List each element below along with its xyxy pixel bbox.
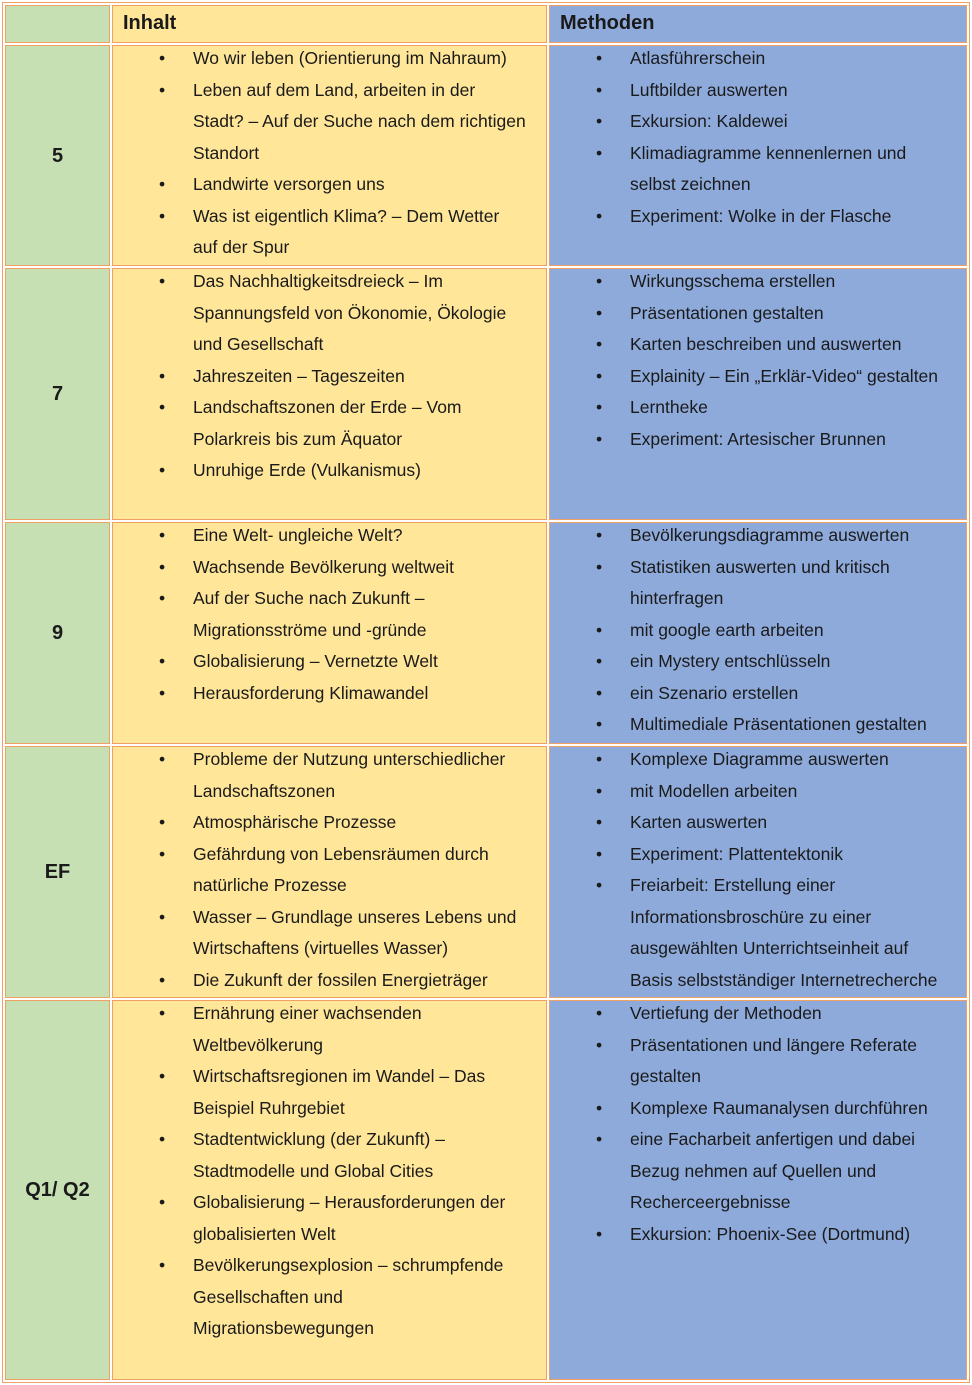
methoden-item: • Explainity – Ein „Erklär-Video“ gestalten [550,361,966,393]
methoden-item: • Atlasführerschein [550,43,966,75]
inhalt-item: • Die Zukunft der fossilen Energieträger [113,965,546,997]
inhalt-item: • Leben auf dem Land, arbeiten in der Stadt? – Auf der Suche nach dem richtigen Standort [113,75,546,170]
inhalt-list [113,998,546,1345]
methoden-item: • Statistiken auswerten und kritisch hinterfragen [550,552,966,615]
methoden-list [550,266,966,455]
inhalt-item: • Landschaftszonen der Erde – Vom Polarkreis bis zum Äquator [113,392,546,455]
methoden-item: • Komplexe Diagramme auswerten [550,744,966,776]
inhalt-item: • Gefährdung von Lebensräumen durch natürliche Prozesse [113,839,546,902]
inhalt-item: • Eine Welt- ungleiche Welt? [113,520,546,552]
inhalt-item: • Atmosphärische Prozesse [113,807,546,839]
methoden-cell-ef [549,746,967,998]
methoden-item: • Bevölkerungsdiagramme auswerten [550,520,966,552]
methoden-list [550,520,966,741]
inhalt-list [113,43,546,264]
methoden-list [550,744,966,996]
grade-cell-7 [5,268,110,520]
methoden-item: • Experiment: Plattentektonik [550,839,966,871]
methoden-item: • ein Szenario erstellen [550,678,966,710]
grade-label: 5 [51,144,64,167]
grade-cell-q1-q2 [5,1000,110,1380]
methoden-item: • Experiment: Artesischer Brunnen [550,424,966,456]
methoden-item: • ein Mystery entschlüsseln [550,646,966,678]
inhalt-list [113,266,546,487]
grade-cell-ef [5,746,110,998]
methoden-item: • Freiarbeit: Erstellung einer Informationsbroschüre zu einer ausgewählten Unterrichtseinheit auf Basis selbstständiger Internetrecherche [550,870,966,996]
inhalt-item: • Jahreszeiten – Tageszeiten [113,361,546,393]
methoden-list [550,43,966,232]
methoden-item: • Lerntheke [550,392,966,424]
inhalt-item: • Globalisierung – Herausforderungen der globalisierten Welt [113,1187,546,1250]
header-methoden-label: Methoden [560,12,655,34]
header-corner-cell [5,5,110,43]
inhalt-cell-ef [112,746,547,998]
inhalt-list [113,520,546,709]
grade-label: EF [44,861,71,883]
inhalt-item: • Auf der Suche nach Zukunft – Migrationsströme und -gründe [113,583,546,646]
methoden-list [550,998,966,1250]
grade-label: Q1/ Q2 [25,1179,90,1201]
grade-label: 9 [51,622,64,644]
methoden-item: • Exkursion: Kaldewei [550,106,966,138]
inhalt-item: • Wo wir leben (Orientierung im Nahraum) [113,43,546,75]
methoden-item: • Karten auswerten [550,807,966,839]
inhalt-item: • Bevölkerungsexplosion – schrumpfende Gesellschaften und Migrationsbewegungen [113,1250,546,1345]
inhalt-cell-5 [112,45,547,266]
methoden-item: • mit google earth arbeiten [550,615,966,647]
inhalt-item: • Globalisierung – Vernetzte Welt [113,646,546,678]
methoden-item: • eine Facharbeit anfertigen und dabei Bezug nehmen auf Quellen und Recherceergebnisse [550,1124,966,1219]
methoden-item: • mit Modellen arbeiten [550,776,966,808]
methoden-item: • Vertiefung der Methoden [550,998,966,1030]
inhalt-item: • Herausforderung Klimawandel [113,678,546,710]
methoden-cell-7 [549,268,967,520]
methoden-item: • Karten beschreiben und auswerten [550,329,966,361]
inhalt-item: • Probleme der Nutzung unterschiedlicher Landschaftszonen [113,744,546,807]
methoden-cell-5 [549,45,967,266]
methoden-item: • Multimediale Präsentationen gestalten [550,709,966,741]
header-inhalt-label: Inhalt [123,12,177,34]
grade-cell-9 [5,522,110,744]
methoden-item: • Luftbilder auswerten [550,75,966,107]
methoden-cell-q1-q2 [549,1000,967,1380]
inhalt-cell-7 [112,268,547,520]
methoden-item: • Präsentationen und längere Referate gestalten [550,1030,966,1093]
methoden-cell-9 [549,522,967,744]
inhalt-cell-q1-q2 [112,1000,547,1380]
inhalt-list [113,744,546,996]
methoden-item: • Experiment: Wolke in der Flasche [550,201,966,233]
inhalt-item: • Unruhige Erde (Vulkanismus) [113,455,546,487]
header-methoden-cell [549,5,967,43]
inhalt-item: • Wasser – Grundlage unseres Lebens und Wirtschaftens (virtuelles Wasser) [113,902,546,965]
methoden-item: • Klimadiagramme kennenlernen und selbst zeichnen [550,138,966,201]
inhalt-item: • Wirtschaftsregionen im Wandel – Das Beispiel Ruhrgebiet [113,1061,546,1124]
curriculum-table [2,2,970,1383]
inhalt-item: • Stadtentwicklung (der Zukunft) – Stadtmodelle und Global Cities [113,1124,546,1187]
inhalt-item: • Ernährung einer wachsenden Weltbevölkerung [113,998,546,1061]
inhalt-cell-9 [112,522,547,744]
methoden-item: • Exkursion: Phoenix-See (Dortmund) [550,1219,966,1251]
grade-cell-5 [5,45,110,266]
inhalt-item: • Landwirte versorgen uns [113,169,546,201]
inhalt-item: • Wachsende Bevölkerung weltweit [113,552,546,584]
inhalt-item: • Das Nachhaltigkeitsdreieck – Im Spannungsfeld von Ökonomie, Ökologie und Gesellschaft [113,266,546,361]
grade-label: 7 [51,383,64,405]
header-inhalt-cell [112,5,547,43]
inhalt-item: • Was ist eigentlich Klima? – Dem Wetter auf der Spur [113,201,546,264]
methoden-item: • Präsentationen gestalten [550,298,966,330]
methoden-item: • Komplexe Raumanalysen durchführen [550,1093,966,1125]
methoden-item: • Wirkungsschema erstellen [550,266,966,298]
